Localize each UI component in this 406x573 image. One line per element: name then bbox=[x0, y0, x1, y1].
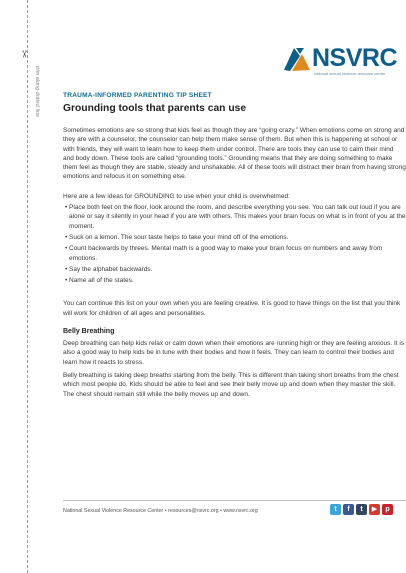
belly-breathing-heading: Belly Breathing bbox=[63, 328, 115, 336]
list-item: • Say the alphabet backwards. bbox=[65, 265, 153, 273]
page-title: Grounding tools that parents can use bbox=[63, 103, 247, 114]
bullet: • bbox=[65, 277, 68, 285]
facebook-icon[interactable]: f bbox=[343, 504, 354, 515]
logo-tagline: national sexual violence resource center bbox=[314, 71, 386, 76]
logo-mark-icon bbox=[282, 44, 316, 74]
list-item: • Suck on a lemon. The sour taste helps to take your mind off of the emotions. bbox=[65, 233, 289, 241]
list-item: • Place both feet on the floor, look around the room, and describe everything you see. You can talk out loud if you are alone or say it silently in your head if you are with others. This makes your brain focus on what is in front of you at the moment. bbox=[65, 204, 406, 230]
list-item: • Count backwards by threes. Mental math is a good way to make your brain focus on numbers and away from emotions. bbox=[65, 245, 383, 262]
tip-sheet-body bbox=[63, 92, 406, 403]
bullet: • bbox=[65, 265, 68, 273]
bullet: • bbox=[65, 204, 68, 212]
tumblr-icon[interactable]: t bbox=[356, 504, 367, 515]
social-icons bbox=[330, 504, 395, 516]
scissors-icon: ✂ bbox=[18, 50, 29, 59]
footer-contact: National Sexual Violence Resource Center • resources@nsvrc.org • www.nsvrc.org bbox=[63, 508, 258, 514]
intro-paragraph: Sometimes emotions are so strong that kids feel as though they are “going crazy.” When emotions come on strong and they are with a counselor, the counselor can help them make sense of them. But when this is happening at school or with friends, they will want to learn how to keep them under control. There are tools they can use to calm their mind and body down. These tools are called “grounding tools.” Grounding means that they are doing something to make them feel as though they are stable, steady and unshakable. All of these tools will distract their brain from having strong emotions and refocus it on something else. bbox=[63, 127, 406, 181]
youtube-icon[interactable]: ▶ bbox=[369, 504, 380, 515]
closing-paragraph: You can continue this list on your own when you are feeling creative. It is good to have things on the list that you think will work for children of all ages and personalities. bbox=[63, 300, 401, 317]
belly-paragraph: Belly breathing is taking deep breaths starting from the belly. This is different than taking short breaths from the chest which most people do. Kids should be able to feel and see their belly move up and down when they master the skill. The chest should remain still while the belly moves up and down. bbox=[63, 371, 399, 398]
ideas-list bbox=[63, 203, 406, 285]
logo-wordmark: NSVRC bbox=[312, 44, 398, 72]
belly-paragraph: Deep breathing can help kids relax or calm down when their emotions are running high or they are feeling anxious. It is also a good way to help kids be in tune with their bodies and how it feels. They can learn to control their bodies and learn how it reacts to stress. bbox=[63, 340, 405, 366]
ideas-lead: Here are a few ideas for GROUNDING to use when your child is overwhelmed: bbox=[63, 192, 290, 200]
list-item: • Name all of the states. bbox=[65, 277, 134, 285]
twitter-icon[interactable]: t bbox=[330, 504, 341, 515]
kicker: TRAUMA-INFORMED PARENTING TIP SHEET bbox=[63, 92, 212, 99]
trim-instruction: trim along dotted line bbox=[34, 66, 40, 118]
footer-divider bbox=[63, 500, 406, 501]
bullet: • bbox=[65, 245, 68, 253]
nsvrc-logo bbox=[282, 44, 406, 78]
bullet: • bbox=[65, 233, 68, 241]
pinterest-icon[interactable]: p bbox=[382, 504, 393, 515]
trim-dotted-line bbox=[27, 0, 28, 573]
